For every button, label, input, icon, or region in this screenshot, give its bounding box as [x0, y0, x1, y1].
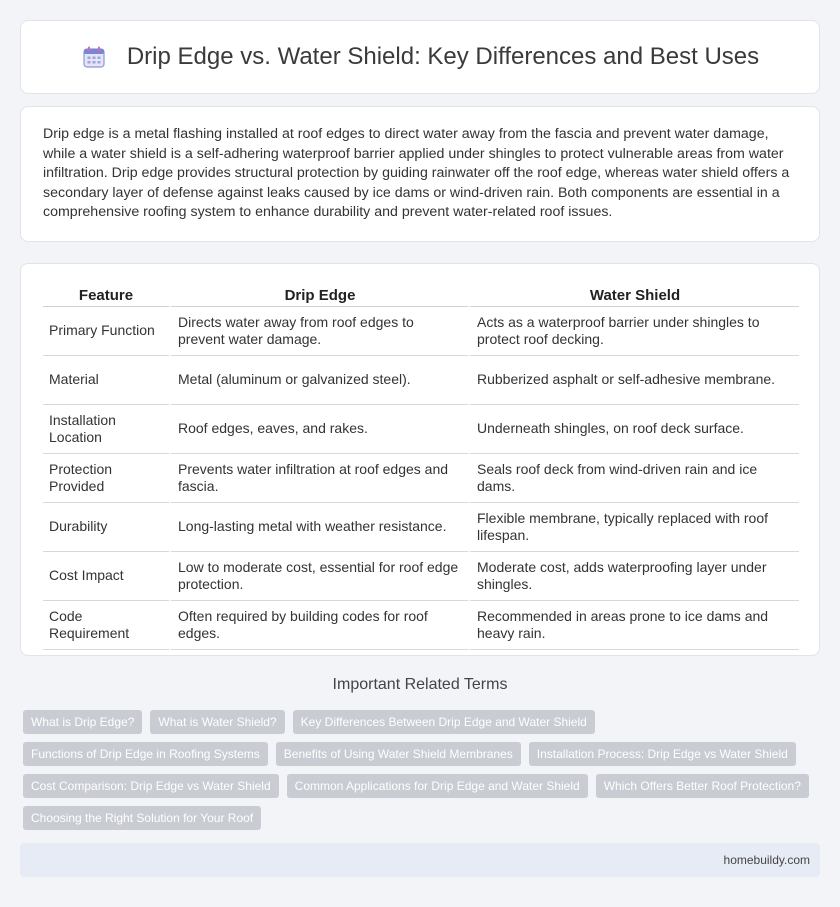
- footer-site[interactable]: homebuildy.com: [723, 853, 810, 867]
- related-tag[interactable]: Cost Comparison: Drip Edge vs Water Shield: [23, 774, 279, 798]
- water-shield-cell: Underneath shingles, on roof deck surface.: [468, 405, 799, 454]
- related-tag[interactable]: Key Differences Between Drip Edge and Water Shield: [293, 710, 595, 734]
- calendar-icon: [81, 44, 107, 70]
- table-row: [43, 601, 799, 650]
- related-tag[interactable]: Choosing the Right Solution for Your Roof: [23, 806, 261, 830]
- feature-cell: Durability: [43, 503, 169, 552]
- related-tag[interactable]: Which Offers Better Roof Protection?: [596, 774, 809, 798]
- water-shield-cell: Flexible membrane, typically replaced with roof lifespan.: [468, 503, 799, 552]
- table-row: [43, 405, 799, 454]
- drip-edge-cell: Roof edges, eaves, and rakes.: [169, 405, 468, 454]
- comparison-table: [43, 284, 799, 650]
- table-header-row: [43, 284, 799, 307]
- table-row: [43, 356, 799, 405]
- feature-cell: Material: [43, 356, 169, 405]
- water-shield-cell: Rubberized asphalt or self-adhesive membrane.: [468, 356, 799, 405]
- water-shield-cell: Seals roof deck from wind-driven rain and ice dams.: [468, 454, 799, 503]
- water-shield-cell: Recommended in areas prone to ice dams and heavy rain.: [468, 601, 799, 650]
- related-tag[interactable]: What is Drip Edge?: [23, 710, 142, 734]
- drip-edge-cell: Prevents water infiltration at roof edges and fascia.: [169, 454, 468, 503]
- table-row: [43, 552, 799, 601]
- feature-cell: Primary Function: [43, 307, 169, 356]
- drip-edge-cell: Often required by building codes for roof edges.: [169, 601, 468, 650]
- related-tag[interactable]: What is Water Shield?: [150, 710, 284, 734]
- intro-card: [20, 106, 820, 242]
- footer-bar: [20, 843, 820, 877]
- feature-cell: Protection Provided: [43, 454, 169, 503]
- drip-edge-cell: Low to moderate cost, essential for roof edge protection.: [169, 552, 468, 601]
- title-wrap: [81, 43, 759, 71]
- water-shield-cell: Acts as a waterproof barrier under shingles to protect roof decking.: [468, 307, 799, 356]
- intro-paragraph: Drip edge is a metal flashing installed at roof edges to direct water away from the fascia and prevent water damage, while a water shield is a self-adhering waterproof barrier applied under shingles to protect vulnerable areas from water infiltration. Drip edge provides structural protection by guiding rainwater off the roof edge, whereas water shield offers a secondary layer of defense against leaks caused by ice dams or wind-driven rain. Both components are essential in a comprehensive roofing system to enhance durability and prevent water-related roof issues.: [43, 126, 790, 220]
- feature-cell: Code Requirement: [43, 601, 169, 650]
- feature-cell: Installation Location: [43, 405, 169, 454]
- header-drip-edge: Drip Edge: [169, 284, 468, 307]
- drip-edge-cell: Metal (aluminum or galvanized steel).: [169, 356, 468, 405]
- drip-edge-cell: Long-lasting metal with weather resistance.: [169, 503, 468, 552]
- related-tag[interactable]: Benefits of Using Water Shield Membranes: [276, 742, 521, 766]
- table-row: [43, 307, 799, 356]
- related-tag[interactable]: Common Applications for Drip Edge and Water Shield: [287, 774, 588, 798]
- related-terms-tags: [20, 710, 820, 838]
- related-tag[interactable]: Installation Process: Drip Edge vs Water Shield: [529, 742, 796, 766]
- water-shield-cell: Moderate cost, adds waterproofing layer under shingles.: [468, 552, 799, 601]
- table-row: [43, 454, 799, 503]
- drip-edge-cell: Directs water away from roof edges to prevent water damage.: [169, 307, 468, 356]
- header-card: [20, 20, 820, 94]
- related-terms-section: [20, 676, 820, 838]
- feature-cell: Cost Impact: [43, 552, 169, 601]
- table-row: [43, 503, 799, 552]
- comparison-table-card: [20, 263, 820, 656]
- page-title: Drip Edge vs. Water Shield: Key Differences and Best Uses: [126, 43, 760, 70]
- header-feature: Feature: [43, 284, 169, 307]
- related-tag[interactable]: Functions of Drip Edge in Roofing Systems: [23, 742, 268, 766]
- header-water-shield: Water Shield: [468, 284, 799, 307]
- related-terms-title: Important Related Terms: [332, 676, 508, 693]
